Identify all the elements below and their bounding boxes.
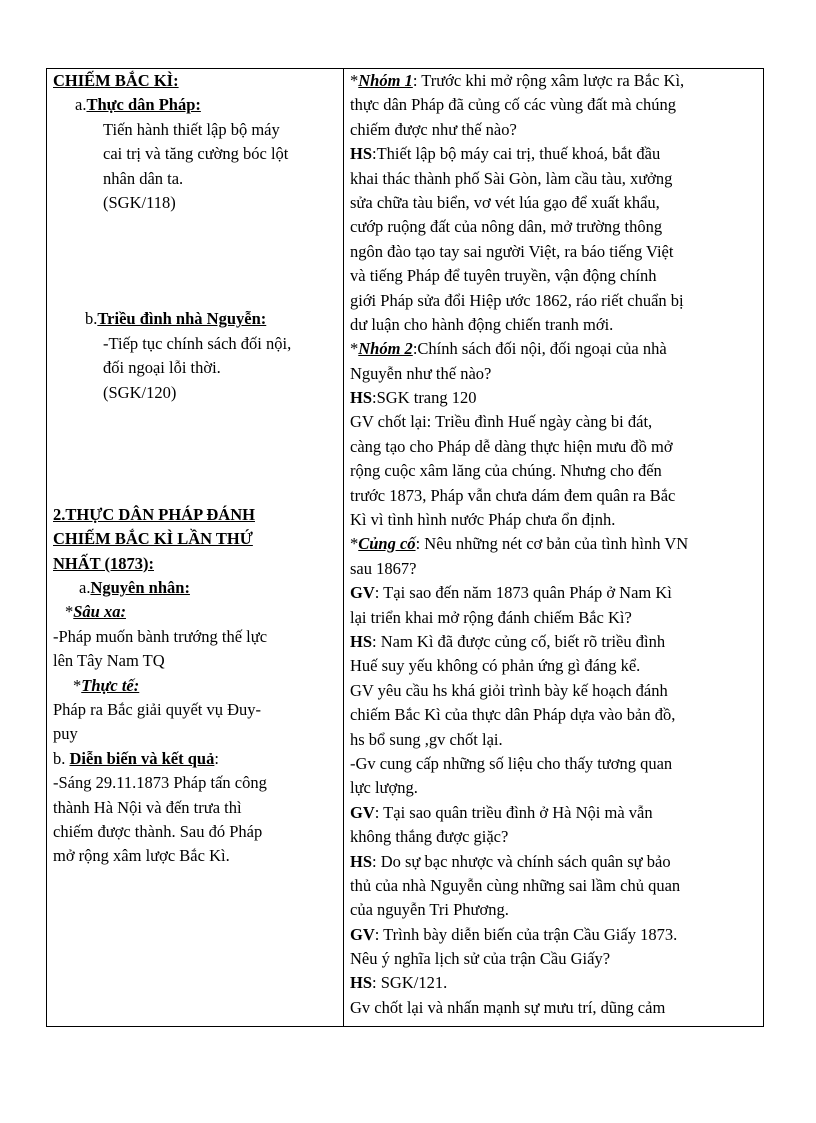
subsection-2b-title: Diễn biến và kết quả [69, 748, 215, 768]
group-1-question: *Nhóm 1: Trước khi mở rộng xâm lược ra Bắc Kì, [350, 71, 685, 90]
text-line: hs bổ sung ,gv chốt lại. [350, 729, 503, 749]
group-2-label: Nhóm 2 [358, 339, 413, 359]
text-line: của nguyễn Tri Phương. [350, 900, 509, 920]
text-line: -Gv cung cấp những số liệu cho thấy tương quan [350, 753, 673, 773]
text-line: ngôn đào tạo tay sai người Việt, ra báo tiếng Việt [350, 241, 674, 261]
text-line: GV chốt lại: Triều đình Huế ngày càng bi đát, [350, 412, 653, 432]
student-answer: HS: Nam Kì đã được củng cố, biết rõ triều đình [350, 631, 666, 651]
text-line: Tiến hành thiết lập bộ máy [103, 119, 280, 139]
text-line: giới Pháp sửa đổi Hiệp ước 1862, ráo riết chuẩn bị [350, 290, 684, 310]
text-line: trước 1873, Pháp vẫn chưa dám đem quân ra Bắc [350, 485, 676, 505]
text-line: Huế suy yếu không có phản ứng gì đáng kể. [350, 656, 641, 676]
group-1-label: Nhóm 1 [358, 71, 413, 90]
student-label: HS [350, 973, 373, 993]
teacher-question: GV: Tại sao quân triều đình ở Hà Nội mà vẫn [350, 802, 653, 822]
cause-deep-label: Sâu xa: [73, 602, 126, 622]
student-label: HS [350, 631, 373, 651]
teacher-label: GV [350, 583, 375, 603]
text-line: GV yêu cầu hs khá giỏi trình bày kế hoạch đánh [350, 680, 668, 700]
text-line: cai trị và tăng cường bóc lột [103, 144, 289, 164]
text-line: puy [53, 724, 78, 744]
text-line: chiếm được như thế nào? [350, 119, 517, 139]
text-line: Nguyễn như thế nào? [350, 363, 492, 383]
text-line: cướp ruộng đất của nông dân, mở trường thông [350, 217, 663, 237]
text-line: Kì vì tình hình nước Pháp chưa ổn định. [350, 510, 616, 530]
teacher-question: GV: Tại sao đến năm 1873 quân Pháp ở Nam Kì [350, 583, 672, 603]
student-answer: HS:SGK trang 120 [350, 388, 477, 408]
text-line: Gv chốt lại và nhấn mạnh sự mưu trí, dũng cảm [350, 997, 666, 1017]
subsection-1b: b.Triều đình nhà Nguyễn: [85, 309, 267, 329]
student-label: HS [350, 144, 373, 164]
text-line: -Sáng 29.11.1873 Pháp tấn công [53, 773, 267, 793]
section-2-heading-line: CHIẾM BẮC KÌ LẦN THỨ [53, 529, 253, 549]
text-line: lực lượng. [350, 778, 418, 798]
subsection-1a-title: Thực dân Pháp: [86, 95, 201, 115]
subsection-1b-title: Triều đình nhà Nguyễn: [97, 309, 267, 329]
teacher-label: GV [350, 924, 375, 944]
subsection-2a: a.Nguyên nhân: [79, 578, 190, 598]
text-line: đối ngoại lỗi thời. [103, 358, 221, 378]
group-2-question: *Nhóm 2:Chính sách đối nội, đối ngoại của nhà [350, 339, 667, 359]
text-line: -Tiếp tục chính sách đối nội, [103, 333, 292, 353]
text-line: không thắng được giặc? [350, 827, 509, 847]
activity-column [350, 69, 760, 1020]
teacher-label: GV [350, 802, 375, 822]
text-line: (SGK/120) [103, 382, 177, 402]
text-line: và tiếng Pháp để tuyên truyền, vận động chính [350, 266, 657, 286]
text-line: chiếm được thành. Sau đó Pháp [53, 821, 263, 841]
cause-deep: *Sâu xa: [65, 602, 126, 622]
student-answer: HS: Do sự bạc nhược và chính sách quân sự bảo [350, 851, 671, 871]
subsection-2a-title: Nguyên nhân: [90, 578, 190, 598]
consolidation-question: *Củng cố: Nêu những nét cơ bản của tình hình VN [350, 534, 689, 554]
consolidation-label: Củng cố [358, 534, 416, 554]
cause-actual-label: Thực tế: [81, 675, 140, 695]
text-line: sửa chữa tàu biển, vơ vét lúa gạo để xuất khẩu, [350, 192, 660, 212]
text-line: mở rộng xâm lược Bắc Kì. [53, 846, 230, 866]
text-line: khai thác thành phố Sài Gòn, làm cầu tàu, xưởng [350, 168, 673, 188]
lesson-table [46, 68, 764, 1027]
teacher-question: GV: Trình bày diễn biến của trận Cầu Giấy 1873. [350, 924, 678, 944]
text-line: rộng cuộc xâm lăng của chúng. Nhưng cho đến [350, 461, 662, 481]
text-line: lại triển khai mở rộng đánh chiếm Bắc Kì? [350, 607, 632, 627]
text-line: thực dân Pháp đã củng cố các vùng đất mà chúng [350, 95, 677, 115]
subsection-2b: b. Diễn biến và kết quả: [53, 748, 219, 768]
section-2-heading-line: NHẤT (1873): [53, 553, 154, 573]
column-divider [343, 69, 344, 1026]
text-line: thủ của nhà Nguyễn cùng những sai lầm chủ quan [350, 875, 681, 895]
text-line: nhân dân ta. [103, 168, 184, 188]
text-line: dư luận cho hành động chiến tranh mới. [350, 314, 614, 334]
text-line: lên Tây Nam TQ [53, 651, 165, 671]
student-answer: HS: SGK/121. [350, 973, 448, 993]
text-line: thành Hà Nội và đến trưa thì [53, 797, 242, 817]
cause-actual: *Thực tế: [73, 675, 140, 695]
text-line: Pháp ra Bắc giải quyết vụ Đuy- [53, 700, 262, 720]
content-column [53, 69, 337, 869]
section-2-heading-line: 2.THỰC DÂN PHÁP ĐÁNH [53, 504, 255, 524]
student-label: HS [350, 851, 373, 871]
student-label: HS [350, 388, 373, 408]
subsection-1a: a.Thực dân Pháp: [75, 95, 201, 115]
text-line: (SGK/118) [103, 192, 176, 212]
student-answer: HS:Thiết lập bộ máy cai trị, thuế khoá, bắt đầu [350, 144, 661, 164]
text-line: chiếm Bắc Kì của thực dân Pháp dựa vào bản đồ, [350, 705, 676, 725]
text-line: sau 1867? [350, 558, 417, 578]
section-1-heading: CHIẾM BẮC KÌ: [53, 71, 179, 90]
text-line: càng tạo cho Pháp dễ dàng thực hiện mưu đồ mở [350, 436, 673, 456]
text-line: -Pháp muốn bành trướng thế lực [53, 626, 268, 646]
text-line: Nêu ý nghĩa lịch sử của trận Cầu Giấy? [350, 949, 611, 969]
